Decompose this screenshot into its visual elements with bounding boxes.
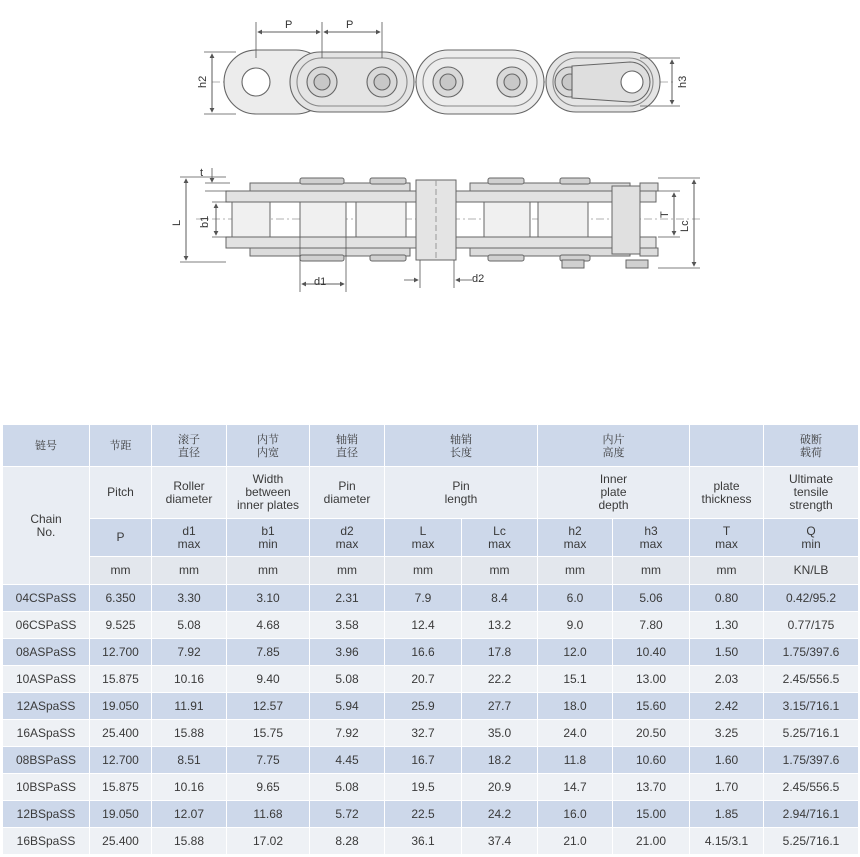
dim-label-L: L — [171, 219, 183, 226]
header-zh-pitch: 节距 — [90, 425, 152, 467]
symbol-cell: Q min — [764, 519, 859, 557]
table-cell: 3.15/716.1 — [764, 693, 859, 720]
table-cell: 16.6 — [385, 639, 462, 666]
roller-side — [538, 202, 588, 237]
table-cell: 6.0 — [538, 585, 613, 612]
table-cell: 25.400 — [90, 828, 152, 855]
table-cell: 1.85 — [690, 801, 764, 828]
chain-spec-table — [2, 424, 859, 855]
table-cell: 1.60 — [690, 747, 764, 774]
header-en-width: Width between inner plates — [227, 467, 310, 519]
table-cell: 24.2 — [462, 801, 538, 828]
table-cell: 0.77/175 — [764, 612, 859, 639]
table-cell: 7.75 — [227, 747, 310, 774]
table-row — [3, 639, 859, 666]
chain-number-cell: 08BSPaSS — [3, 747, 90, 774]
unit-row — [3, 557, 859, 585]
table-row — [3, 801, 859, 828]
symbol-cell: d2 max — [310, 519, 385, 557]
header-zh-plate-depth: 内片 高度 — [538, 425, 690, 467]
header-en-plate-depth: Inner plate depth — [538, 467, 690, 519]
dim-label-Lc: Lc — [679, 220, 691, 232]
table-cell: 32.7 — [385, 720, 462, 747]
unit-cell: mm — [462, 557, 538, 585]
table-cell: 36.1 — [385, 828, 462, 855]
chain-number-cell: 12BSpaSS — [3, 801, 90, 828]
header-en-thickness: plate thickness — [690, 467, 764, 519]
dim-label-p1: P — [285, 19, 293, 31]
pin-hole — [242, 68, 270, 96]
table-cell: 12.700 — [90, 639, 152, 666]
dim-label-T: T — [659, 211, 671, 218]
header-en-roller: Roller diameter — [152, 467, 227, 519]
table-cell: 13.00 — [613, 666, 690, 693]
unit-cell: mm — [227, 557, 310, 585]
table-cell: 6.350 — [90, 585, 152, 612]
table-cell: 10.16 — [152, 666, 227, 693]
table-cell: 1.70 — [690, 774, 764, 801]
table-cell: 21.0 — [538, 828, 613, 855]
table-cell: 10.40 — [613, 639, 690, 666]
table-cell: 17.02 — [227, 828, 310, 855]
dim-label-t: t — [200, 167, 204, 179]
unit-cell: mm — [613, 557, 690, 585]
table-cell: 19.050 — [90, 801, 152, 828]
table-cell: 1.75/397.6 — [764, 747, 859, 774]
table-cell: 19.5 — [385, 774, 462, 801]
table-cell: 8.28 — [310, 828, 385, 855]
table-cell: 9.525 — [90, 612, 152, 639]
table-cell: 12.4 — [385, 612, 462, 639]
table-cell: 25.9 — [385, 693, 462, 720]
table-cell: 7.9 — [385, 585, 462, 612]
dim-label-b1: b1 — [199, 215, 211, 228]
symbol-cell: L max — [385, 519, 462, 557]
table-cell: 3.10 — [227, 585, 310, 612]
table-cell: 15.1 — [538, 666, 613, 693]
table-row — [3, 720, 859, 747]
table-cell: 12.0 — [538, 639, 613, 666]
chain-number-cell: 10ASPaSS — [3, 666, 90, 693]
table-cell: 14.7 — [538, 774, 613, 801]
header-zh-strength: 破断 载荷 — [764, 425, 859, 467]
dim-label-d2: d2 — [472, 273, 485, 285]
table-cell: 2.03 — [690, 666, 764, 693]
header-zh-width: 内节 内宽 — [227, 425, 310, 467]
table-cell: 11.8 — [538, 747, 613, 774]
table-row — [3, 585, 859, 612]
table-cell: 37.4 — [462, 828, 538, 855]
table-cell: 11.91 — [152, 693, 227, 720]
table-cell: 7.92 — [152, 639, 227, 666]
header-en-strength: Ultimate tensile strength — [764, 467, 859, 519]
header-zh-chain: 链号 — [3, 425, 90, 467]
table-cell: 11.68 — [227, 801, 310, 828]
dim-label-h3: h3 — [677, 75, 689, 88]
table-cell: 3.58 — [310, 612, 385, 639]
table-row — [3, 747, 859, 774]
symbol-row — [3, 519, 859, 557]
table-cell: 19.050 — [90, 693, 152, 720]
table-cell: 15.875 — [90, 774, 152, 801]
table-cell: 24.0 — [538, 720, 613, 747]
table-cell: 5.08 — [310, 774, 385, 801]
symbol-cell: P — [90, 519, 152, 557]
table-cell: 17.8 — [462, 639, 538, 666]
table-cell: 7.80 — [613, 612, 690, 639]
table-cell: 0.42/95.2 — [764, 585, 859, 612]
table-cell: 1.30 — [690, 612, 764, 639]
table-row — [3, 828, 859, 855]
table-cell: 10.16 — [152, 774, 227, 801]
table-cell: 13.2 — [462, 612, 538, 639]
unit-cell: mm — [90, 557, 152, 585]
table-cell: 7.92 — [310, 720, 385, 747]
chain-number-cell: 16ASpaSS — [3, 720, 90, 747]
table-cell: 2.42 — [690, 693, 764, 720]
chain-technical-drawing — [0, 0, 860, 420]
table-cell: 4.45 — [310, 747, 385, 774]
table-row — [3, 666, 859, 693]
chain-number-cell: 10BSPaSS — [3, 774, 90, 801]
table-cell: 5.25/716.1 — [764, 828, 859, 855]
table-cell: 21.00 — [613, 828, 690, 855]
table-cell: 9.65 — [227, 774, 310, 801]
table-cell: 16.0 — [538, 801, 613, 828]
table-row — [3, 774, 859, 801]
table-cell: 8.4 — [462, 585, 538, 612]
table-cell: 15.875 — [90, 666, 152, 693]
table-row — [3, 693, 859, 720]
dim-label-p2: P — [346, 19, 354, 31]
header-zh-pin-diameter: 轴销 直径 — [310, 425, 385, 467]
header-en-chain: Chain No. — [3, 467, 90, 585]
table-cell: 1.75/397.6 — [764, 639, 859, 666]
table-cell: 3.30 — [152, 585, 227, 612]
table-cell: 2.94/716.1 — [764, 801, 859, 828]
header-zh-roller: 滚子 直径 — [152, 425, 227, 467]
dim-label-h2: h2 — [197, 75, 209, 88]
roller-side — [232, 202, 270, 237]
unit-cell: KN/LB — [764, 557, 859, 585]
table-cell: 5.25/716.1 — [764, 720, 859, 747]
table-cell: 12.07 — [152, 801, 227, 828]
table-cell: 16.7 — [385, 747, 462, 774]
table-cell: 4.15/3.1 — [690, 828, 764, 855]
table-cell: 5.72 — [310, 801, 385, 828]
table-cell: 15.00 — [613, 801, 690, 828]
table-cell: 22.2 — [462, 666, 538, 693]
unit-cell: mm — [690, 557, 764, 585]
header-zh-pin-length: 轴销 长度 — [385, 425, 538, 467]
chain-number-cell: 04CSPaSS — [3, 585, 90, 612]
table-cell: 0.80 — [690, 585, 764, 612]
symbol-cell: Lc max — [462, 519, 538, 557]
symbol-cell: h3 max — [613, 519, 690, 557]
table-body — [3, 585, 859, 855]
table-cell: 3.96 — [310, 639, 385, 666]
table-cell: 8.51 — [152, 747, 227, 774]
symbol-cell: d1 max — [152, 519, 227, 557]
table-row — [3, 612, 859, 639]
header-en-pin-diameter: Pin diameter — [310, 467, 385, 519]
roller-side — [300, 202, 346, 237]
table-cell: 20.7 — [385, 666, 462, 693]
table-cell: 2.45/556.5 — [764, 666, 859, 693]
symbol-cell: b1 min — [227, 519, 310, 557]
table-cell: 20.9 — [462, 774, 538, 801]
table-cell: 5.06 — [613, 585, 690, 612]
table-cell: 5.08 — [152, 612, 227, 639]
header-en-pitch: Pitch — [90, 467, 152, 519]
table-cell: 13.70 — [613, 774, 690, 801]
table-cell: 15.88 — [152, 720, 227, 747]
chain-number-cell: 08ASPaSS — [3, 639, 90, 666]
table-cell: 3.25 — [690, 720, 764, 747]
table-cell: 2.45/556.5 — [764, 774, 859, 801]
table-cell: 12.57 — [227, 693, 310, 720]
table-cell: 27.7 — [462, 693, 538, 720]
unit-cell: mm — [310, 557, 385, 585]
dim-label-d1: d1 — [314, 276, 327, 288]
table-cell: 10.60 — [613, 747, 690, 774]
table-cell: 7.85 — [227, 639, 310, 666]
table-cell: 35.0 — [462, 720, 538, 747]
table-cell: 20.50 — [613, 720, 690, 747]
table-cell: 1.50 — [690, 639, 764, 666]
unit-cell: mm — [152, 557, 227, 585]
table-cell: 5.94 — [310, 693, 385, 720]
table-cell: 15.75 — [227, 720, 310, 747]
chain-number-cell: 16BSpaSS — [3, 828, 90, 855]
chain-side-view — [180, 168, 700, 292]
table-cell: 5.08 — [310, 666, 385, 693]
roller-side — [484, 202, 530, 237]
table-cell: 4.68 — [227, 612, 310, 639]
chain-top-view — [204, 22, 680, 114]
symbol-cell: h2 max — [538, 519, 613, 557]
table-cell: 25.400 — [90, 720, 152, 747]
table-cell: 15.88 — [152, 828, 227, 855]
table-cell: 18.0 — [538, 693, 613, 720]
chain-number-cell: 12ASpaSS — [3, 693, 90, 720]
table-cell: 15.60 — [613, 693, 690, 720]
symbol-cell: T max — [690, 519, 764, 557]
unit-cell: mm — [385, 557, 462, 585]
table-cell: 2.31 — [310, 585, 385, 612]
table-cell: 12.700 — [90, 747, 152, 774]
chain-number-cell: 06CSPaSS — [3, 612, 90, 639]
unit-cell: mm — [538, 557, 613, 585]
header-en-pin-length: Pin length — [385, 467, 538, 519]
table-cell: 18.2 — [462, 747, 538, 774]
header-zh-thickness-empty — [690, 425, 764, 467]
table-cell: 22.5 — [385, 801, 462, 828]
roller-side — [356, 202, 406, 237]
table-cell: 9.0 — [538, 612, 613, 639]
table-cell: 9.40 — [227, 666, 310, 693]
